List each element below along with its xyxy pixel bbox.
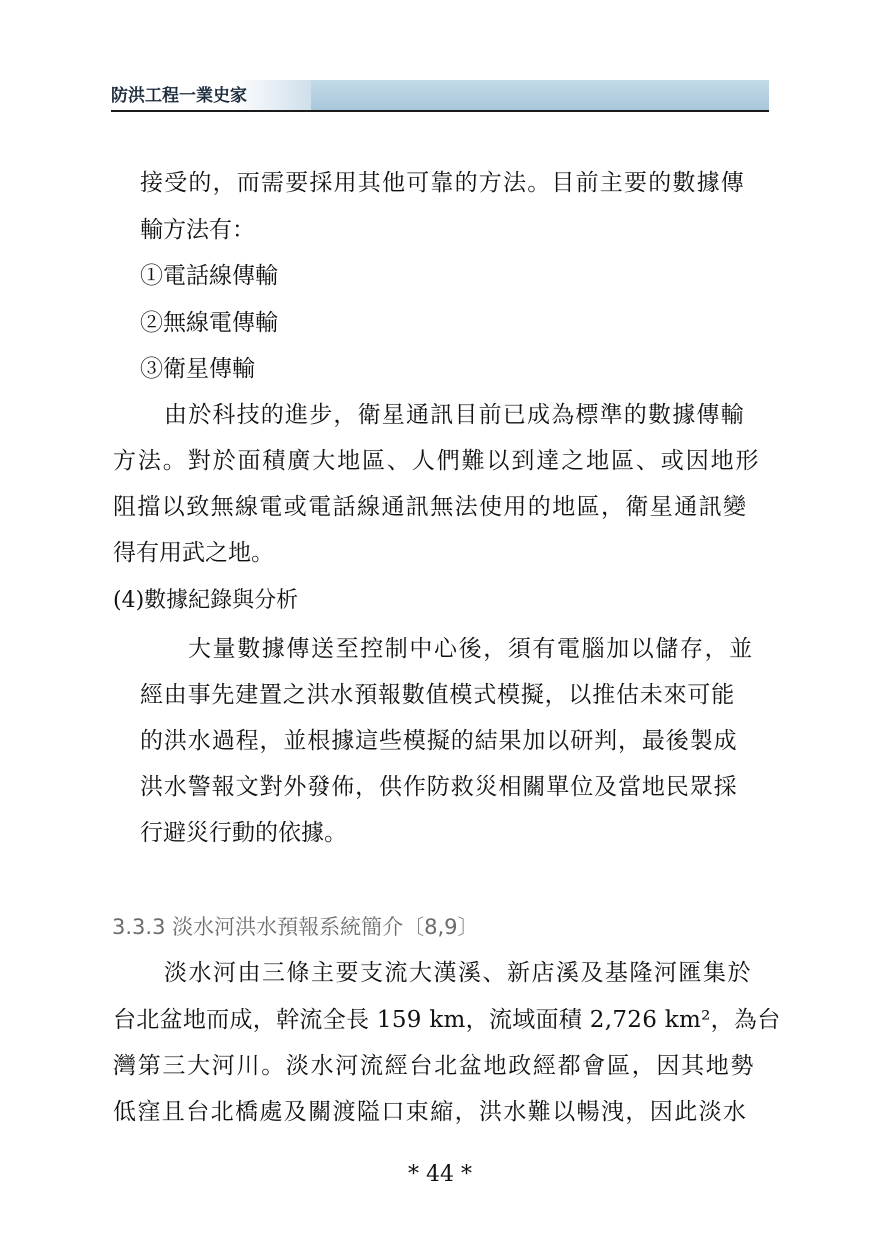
running-header [111, 80, 769, 112]
paragraph-line: 行避災行動的依據。 [140, 820, 347, 846]
list-item-radio: ②無線電傳輸 [140, 310, 278, 336]
paragraph-line: 洪水警報文對外發佈，供作防救災相關單位及當地民眾採 [140, 774, 738, 800]
page-number: * 44 * [408, 1162, 472, 1187]
paragraph-line: 灣第三大河川。淡水河流經台北盆地政經都會區，因其地勢 [113, 1053, 756, 1079]
list-item-satellite: ③衛星傳輸 [140, 356, 255, 382]
paragraph-line: 得有用武之地。 [113, 540, 274, 566]
running-title: 防洪工程一業史家 [111, 80, 311, 110]
paragraph-line: 由於科技的進步，衛星通訊目前已成為標準的數據傳輸 [164, 402, 745, 428]
paragraph-line: 經由事先建置之洪水預報數值模式模擬，以推估未來可能 [140, 682, 735, 708]
paragraph-line: 阻擋以致無線電或電話線通訊無法使用的地區，衛星通訊變 [113, 494, 748, 520]
header-band [307, 80, 769, 110]
paragraph-line: 大量數據傳送至控制中心後，須有電腦加以儲存，並 [188, 636, 754, 662]
list-item-telephone: ①電話線傳輸 [140, 263, 278, 289]
paragraph-line: 輸方法有： [140, 217, 255, 243]
paragraph-line: 的洪水過程，並根據這些模擬的結果加以研判，最後製成 [140, 728, 738, 754]
paragraph-line: 低窪且台北橋處及關渡隘口束縮，洪水難以暢洩，因此淡水 [113, 1099, 748, 1125]
paragraph-line: 方法。對於面積廣大地區、人們難以到達之地區、或因地形 [113, 448, 761, 474]
paragraph-line: 台北盆地而成，幹流全長 159 km，流域面積 2,726 km²，為台 [113, 1007, 781, 1033]
subsection-heading: (4)數據紀錄與分析 [113, 588, 299, 613]
paragraph-line: 接受的，而需要採用其他可靠的方法。目前主要的數據傳 [140, 170, 745, 196]
paragraph-line: 淡水河由三條主要支流大漢溪、新店溪及基隆河匯集於 [164, 960, 752, 986]
section-heading: 3.3.3 淡水河洪水預報系統簡介〔8,9〕 [112, 915, 479, 939]
